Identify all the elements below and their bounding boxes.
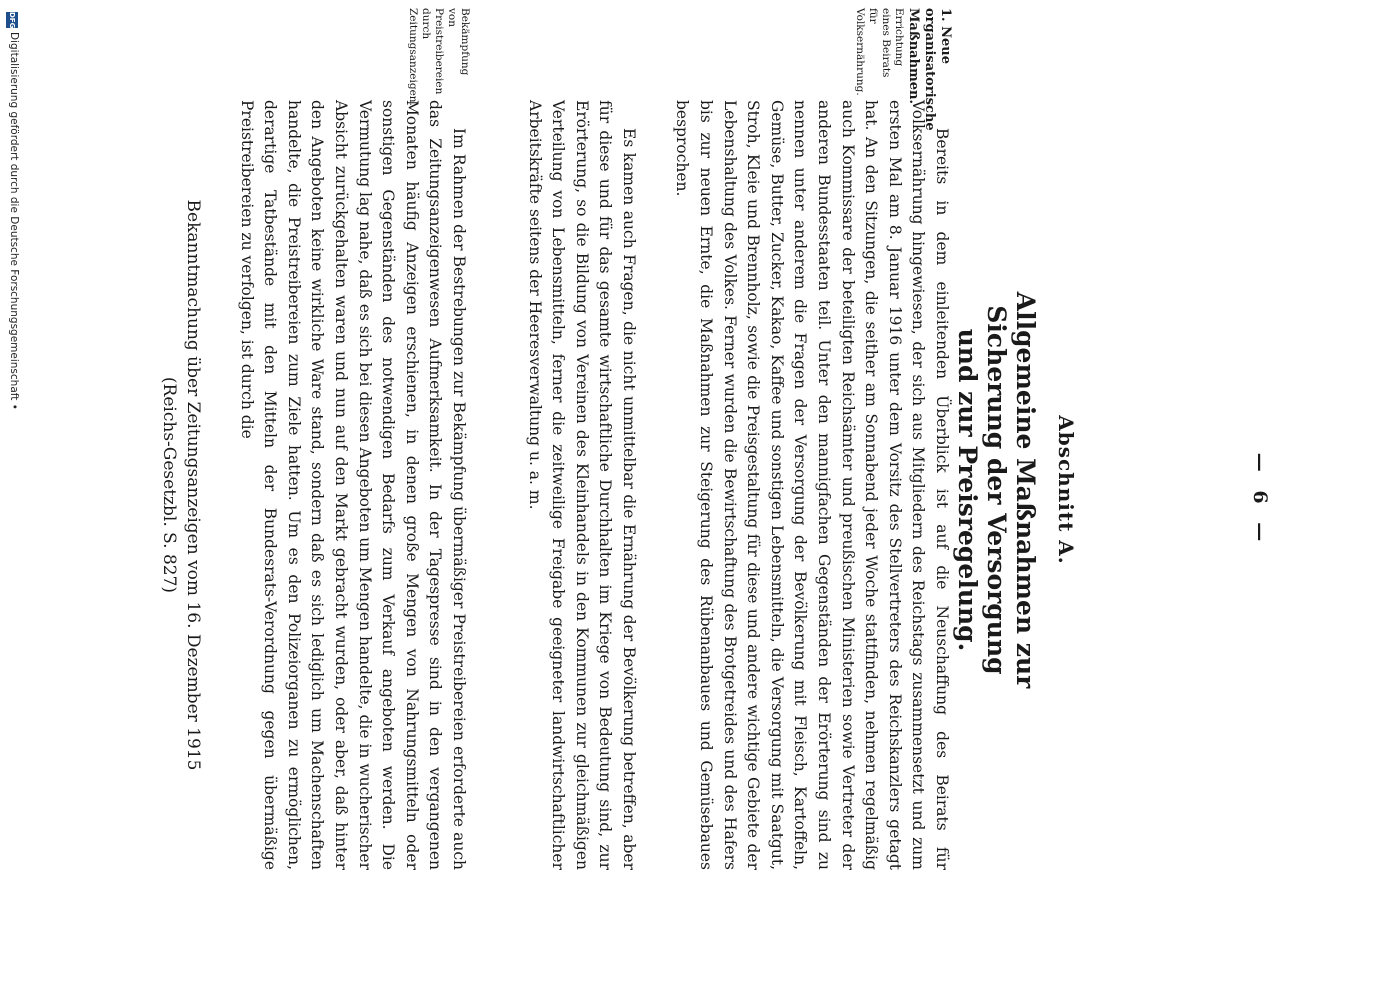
paragraph-further-questions-text: Es kamen auch Fragen, die nicht unmittelbar die Ernährung der Bevölkerung betreffen, aber für diese und für das gesamte wirtschaftliche Durchhalten im Kriege von Bedeutung sind, zur Erörterung, so die Bildung von Vereinen des Kleinhandels in den Kommunen zur gleichmäßigen Verteilung von Lebensmitteln, ferner die zeitweilige Freigabe geeigneter landwirtschaftlicher Arbeitskräfte seitens der Heeresverwaltung u. a. m. (525, 100, 638, 870)
paragraph-beirat-text: Bereits in dem einleitenden Überblick ist auf die Neuschaffung des Beirats für Volksernährung hingewiesen, der sich aus Mitgliedern des Reichstags zusammensetzt und zum ersten Mal am 8. Januar 1916 unter dem Vorsitz des Stellvertreters des Reichskanzlers getagt hat. An den Sitzungen, die seither am Sonnabend jeder Woche stattfinden, nehmen regelmäßig auch Kommissare der beteiligten Reichsämter und preußischen Ministerien sowie Vertreter der anderen Bundesstaaten teil. Unter den mannigfachen Gegenständen der Erörterung sind zu nennen unter anderem die Fragen der Versorgung der Bevölkerung mit Fleisch, Kartoffeln, Gemüse, Butter, Zucker, Kakao, Kaffee und sonstigen Lebensmitteln, die Versorgung mit Saatgut, Stroh, Kleie und Brennholz, sowie die Preisgestaltung für diese und andere wichtige Gebiete der Lebenshaltung des Volkes. Ferner wurden die Bewirtschaftung des Brotgetreides und des Hafers bis zur neuen Ernte, die Maßnahmen zur Steigerung des Rübenanbaues und Gemüsebaues besprochen. (673, 100, 951, 870)
page-number: — 6 — (1249, 452, 1271, 548)
main-title (953, 230, 1040, 750)
paragraph-decree-reference (157, 150, 205, 820)
margin-heading: 1. Neue organisatorische Maßnahmen. (906, 8, 953, 131)
margin-note-newspaper-ads: Bekämpfung von Preistreibereien durch Zeitungsanzeigen. (407, 8, 471, 106)
section-heading: Abschnitt A. (1054, 415, 1078, 565)
digitization-credit: Digitalisierung gefördert durch die Deutsche Forschungsgemeinschaft • (8, 32, 20, 410)
decree-reference-line-2: (Reichs-Gesetzbl. S. 827) (159, 376, 179, 594)
dfg-logo: DFG (8, 12, 16, 29)
paragraph-further-questions (522, 100, 640, 870)
main-title-line-1: Allgemeine Maßnahmen zur Sicherung der Versorgung (982, 291, 1040, 689)
decree-reference-line-1: Bekanntmachung über Zeitungsanzeigen vom 16. Dezember 1915 (183, 199, 203, 771)
paragraph-beirat (670, 100, 953, 870)
paragraph-newspaper-ads-text: Im Rahmen der Bestrebungen zur Bekämpfung übermäßiger Preistreibereien erforderte auch das Zeitungsanzeigenwesen Aufmerksamkeit. In der Tagespresse sind in den vergangenen Monaten häufig Anzeigen erschienen, in denen große Mengen von Nahrungsmitteln oder sonstigen Gegenständen des notwendigen Bedarfs zum Verkauf angeboten werden. Die Vermutung lag nahe, daß es sich bei diesen Angeboten um Mengen handelte, die in wucherischer Absicht zurückgehalten waren und nun auf den Markt gebracht wurden, oder aber, daß hinter den Angeboten keine wirkliche Ware stand, sondern daß es sich lediglich um Machenschaften handelte, die Preistreibereien zum Ziele hatten. Um es den Polizeiorganen zu ermöglichen, derartige Tatbestände mit den Mitteln der Bundesrats-Verordnung gegen übermäßige Preistreibereien zu verfolgen, ist durch die (237, 100, 468, 870)
margin-note-beirat: Errichtung eines Beirats für Volksernährung. (854, 8, 905, 96)
paragraph-newspaper-ads (234, 100, 470, 870)
main-title-line-2: und zur Preisregelung. (953, 328, 982, 652)
